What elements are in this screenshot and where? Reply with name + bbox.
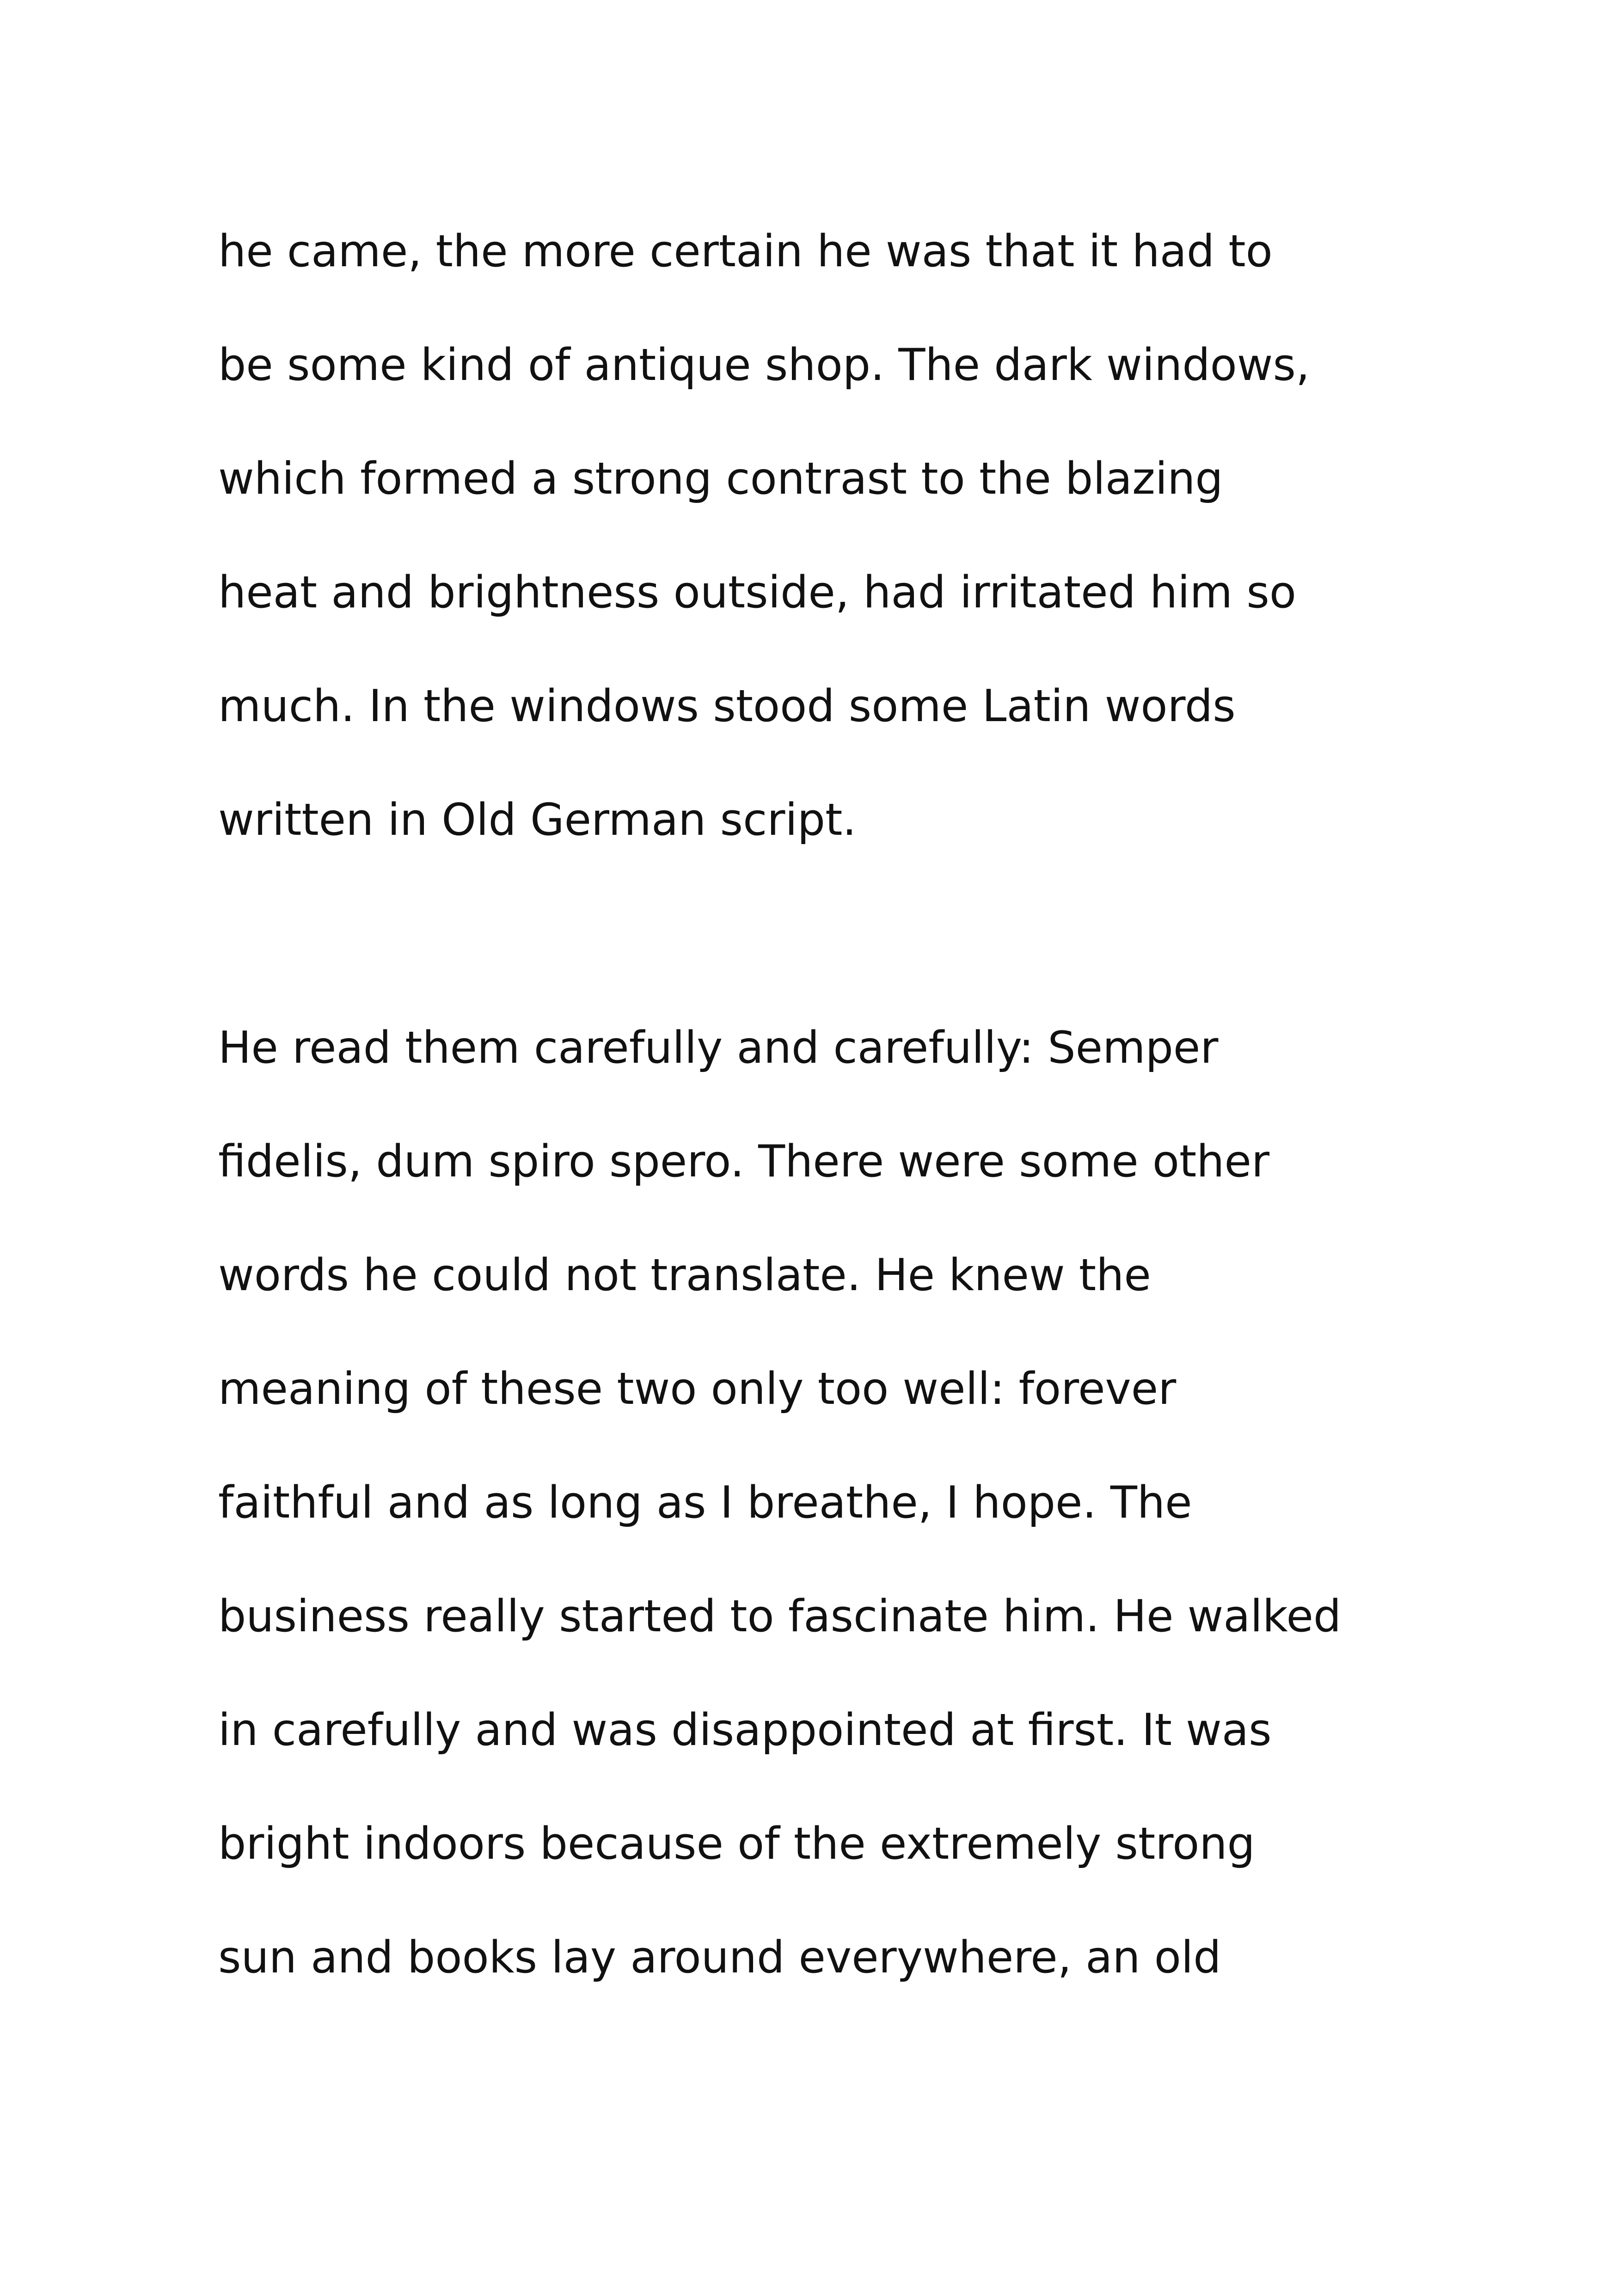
text-line: heat and brightness outside, had irritated him so: [218, 567, 1296, 618]
text-line: meaning of these two only too well: forever: [218, 1364, 1177, 1414]
text-line: faithful and as long as I breathe, I hope. The: [218, 1477, 1192, 1528]
text-line: in carefully and was disappointed at first. It was: [218, 1705, 1272, 1756]
text-line: written in Old German script.: [218, 795, 857, 845]
text-line: words he could not translate. He knew the: [218, 1250, 1151, 1301]
text-line: which formed a strong contrast to the blazing: [218, 453, 1223, 504]
text-line: business really started to fascinate him. He walked: [218, 1591, 1342, 1642]
text-line: fidelis, dum spiro spero. There were some other: [218, 1136, 1270, 1187]
text-line: sun and books lay around everywhere, an old: [218, 1932, 1221, 1983]
text-line: much. In the windows stood some Latin words: [218, 681, 1236, 732]
text-line: bright indoors because of the extremely strong: [218, 1818, 1255, 1869]
text-line: be some kind of antique shop. The dark windows,: [218, 340, 1310, 391]
text-line: he came, the more certain he was that it had to: [218, 226, 1273, 277]
text-line: He read them carefully and carefully: Semper: [218, 1022, 1219, 1073]
